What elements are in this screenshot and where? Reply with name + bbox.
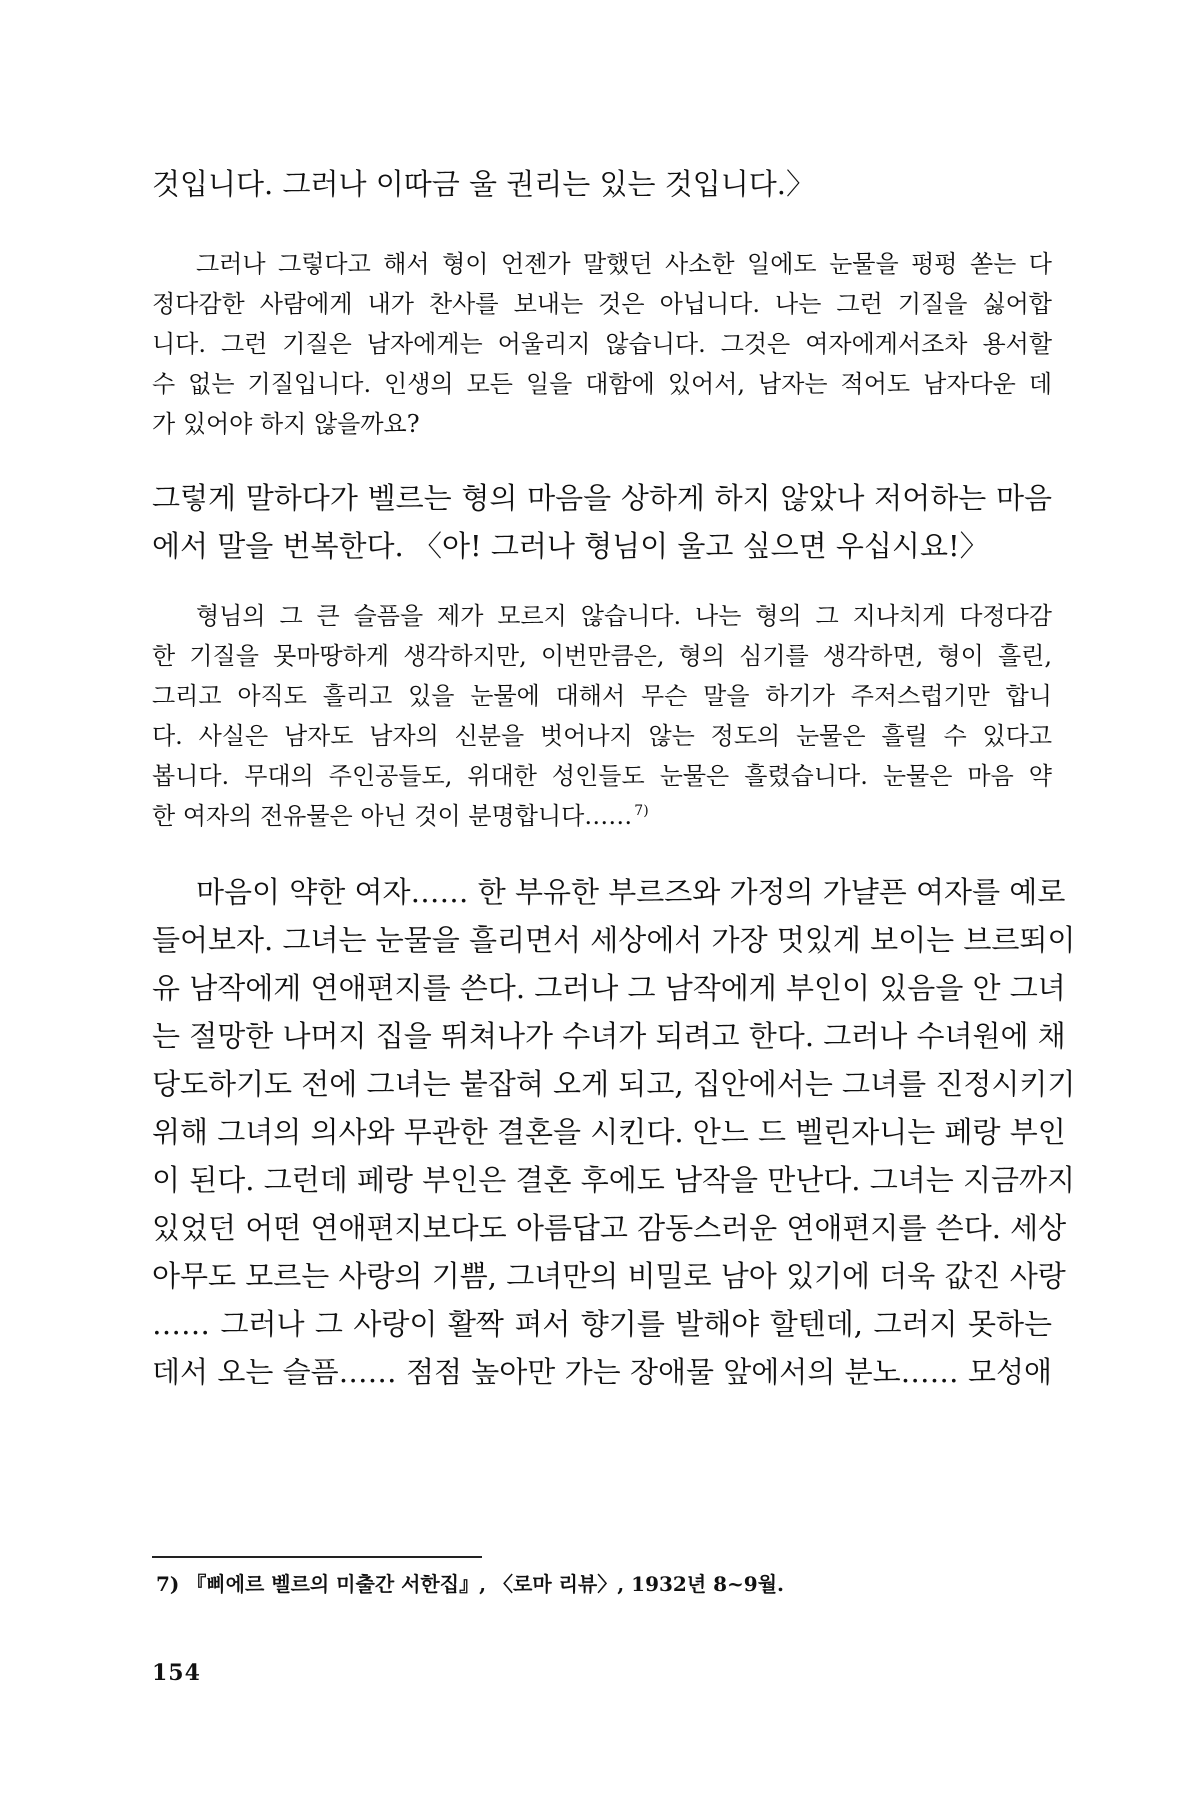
- text-line: …… 그러나 그 사랑이 활짝 펴서 향기를 발해야 할텐데, 그러지 못하는: [152, 1307, 1052, 1341]
- text-line: 있었던 어떤 연애편지보다도 아름답고 감동스러운 연애편지를 쓴다. 세상: [152, 1211, 1067, 1245]
- text-line: 그리고 아직도 흘리고 있을 눈물에 대해서 무슨 말을 하기가 주저스럽기만 합니: [152, 682, 1052, 710]
- text-line: 아무도 모르는 사랑의 기쁨, 그녀만의 비밀로 남아 있기에 더욱 값진 사랑: [152, 1259, 1066, 1293]
- text-line: 데서 오는 슬픔…… 점점 높아만 가는 장애물 앞에서의 분노…… 모성애: [152, 1355, 1052, 1389]
- text-line: 것입니다. 그러나 이따금 울 권리는 있는 것입니다.〉: [152, 167, 816, 201]
- footnote-divider: [152, 1556, 482, 1558]
- text-line: 들어보자. 그녀는 눈물을 흘리면서 세상에서 가장 멋있게 보이는 브르뙤이: [152, 923, 1076, 957]
- footnote-marker[interactable]: 7): [634, 803, 649, 819]
- text-line: 에서 말을 번복한다. 〈아! 그러나 형님이 울고 싶으면 우십시요!〉: [152, 529, 989, 563]
- text-line: 는 절망한 나머지 집을 뛰쳐나가 수녀가 되려고 한다. 그러나 수녀원에 채: [152, 1019, 1066, 1053]
- text-line: 한 기질을 못마땅하게 생각하지만, 이번만큼은, 형의 심기를 생각하면, 형이 흘린,: [152, 642, 1052, 670]
- text-line: 가 있어야 하지 않을까요?: [152, 410, 420, 438]
- text-line: 정다감한 사람에게 내가 찬사를 보내는 것은 아닙니다. 나는 그런 기질을 싫어합: [152, 290, 1052, 318]
- text-line: 니다. 그런 기질은 남자에게는 어울리지 않습니다. 그것은 여자에게서조차 용서할: [152, 330, 1052, 358]
- text-line: 마음이 약한 여자…… 한 부유한 부르즈와 가정의 가냘픈 여자를 예로: [196, 875, 1066, 909]
- text-line: 위해 그녀의 의사와 무관한 결혼을 시킨다. 안느 드 벨린자니는 페랑 부인: [152, 1115, 1066, 1149]
- text-line: [152, 796, 1052, 831]
- text-line: 형님의 그 큰 슬픔을 제가 모르지 않습니다. 나는 형의 그 지나치게 다정다감: [196, 602, 1052, 630]
- page-number: 154: [152, 1660, 201, 1686]
- text-line: 다. 사실은 남자도 남자의 신분을 벗어나지 않는 정도의 눈물은 흘릴 수 있다고: [152, 722, 1052, 750]
- text-line: 당도하기도 전에 그녀는 붙잡혀 오게 되고, 집안에서는 그녀를 진정시키기: [152, 1067, 1076, 1101]
- text-line: 그러나 그렇다고 해서 형이 언젠가 말했던 사소한 일에도 눈물을 펑펑 쏟는 다: [196, 250, 1052, 278]
- text-line: 이 된다. 그런데 페랑 부인은 결혼 후에도 남작을 만난다. 그녀는 지금까지: [152, 1163, 1076, 1197]
- text-line-content: 한 여자의 전유물은 아닌 것이 분명합니다……: [152, 802, 633, 830]
- footnote: 7) 『삐에르 벨르의 미출간 서한집』, 〈로마 리뷰〉, 1932년 8~9월.: [156, 1572, 784, 1596]
- text-line: 봅니다. 무대의 주인공들도, 위대한 성인들도 눈물은 흘렸습니다. 눈물은 마음 약: [152, 762, 1052, 790]
- text-line: 유 남작에게 연애편지를 쓴다. 그러나 그 남작에게 부인이 있음을 안 그녀: [152, 971, 1066, 1005]
- text-line: 수 없는 기질입니다. 인생의 모든 일을 대함에 있어서, 남자는 적어도 남자다운 데: [152, 370, 1052, 398]
- text-line: 그렇게 말하다가 벨르는 형의 마음을 상하게 하지 않았나 저어하는 마음: [152, 481, 1052, 515]
